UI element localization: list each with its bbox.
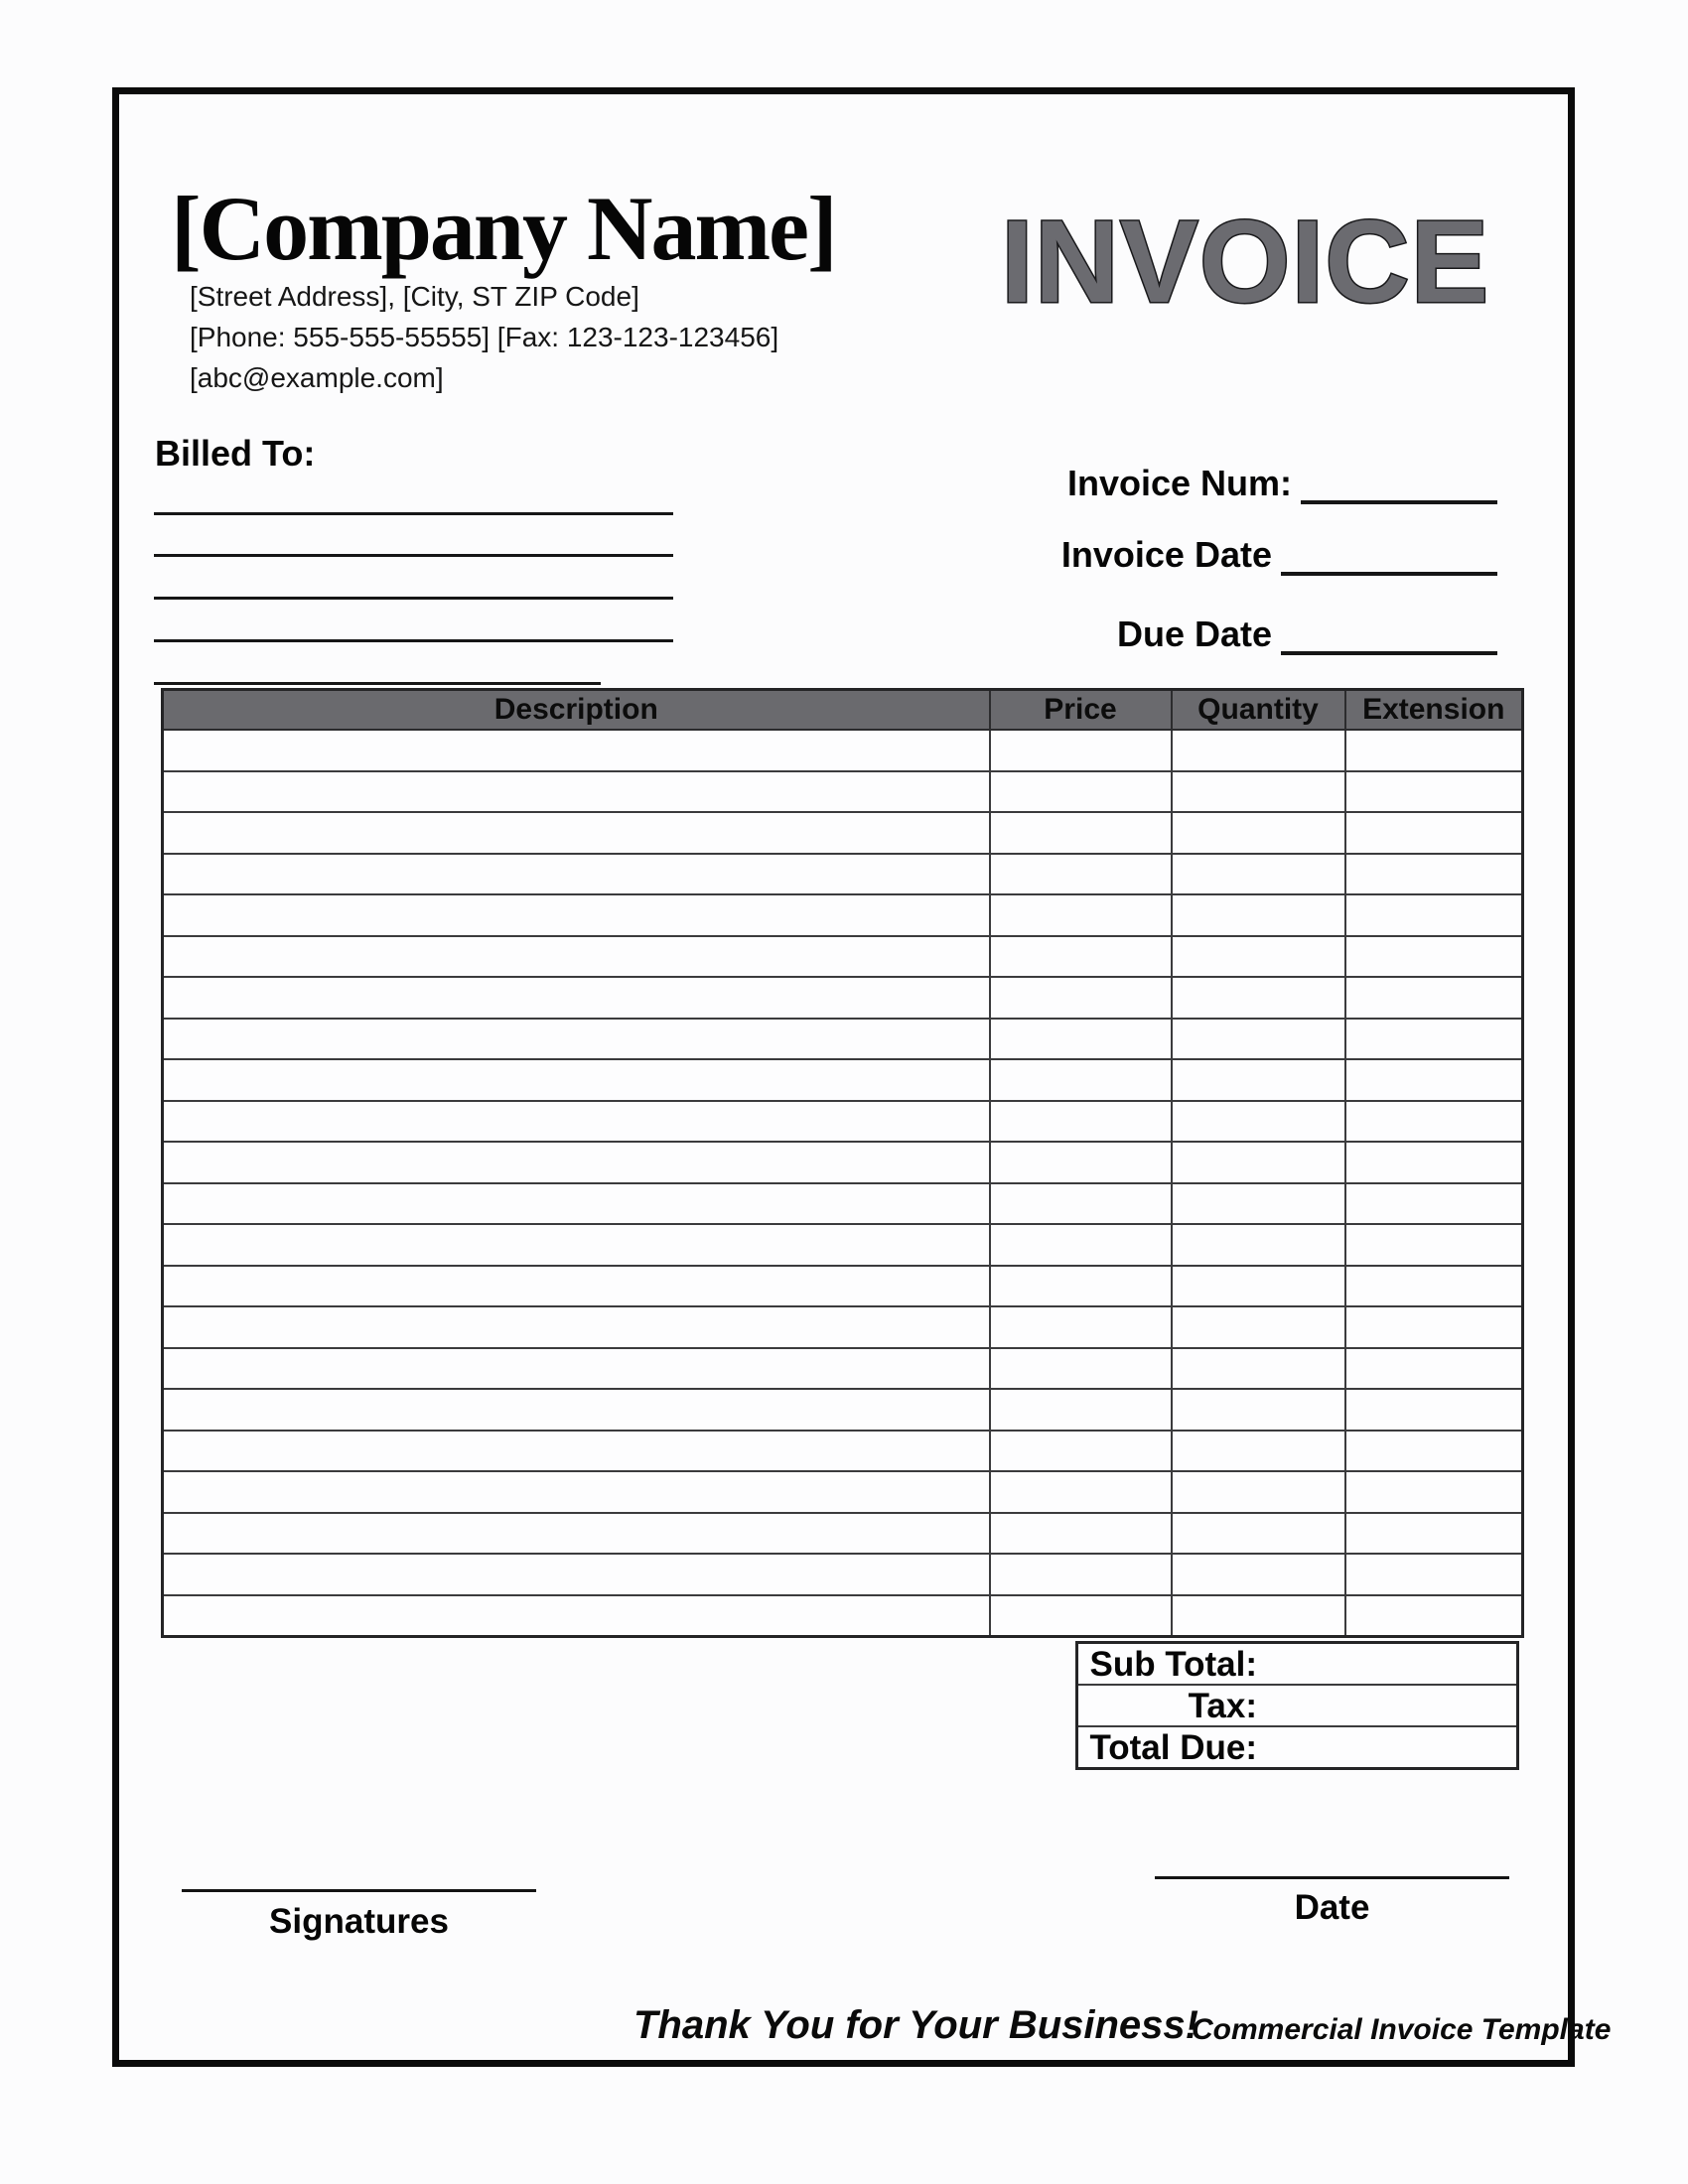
cell-extension-row7[interactable] [1345,977,1523,1019]
meta-field-label-2: Invoice Date [1060,533,1272,575]
cell-quantity-row21[interactable] [1172,1554,1345,1595]
date-label: Date [1294,1888,1370,1927]
cell-price-row22[interactable] [990,1595,1172,1637]
cell-price-row1[interactable] [990,730,1172,771]
meta-field-row-2 [1061,530,1497,576]
cell-quantity-row13[interactable] [1172,1224,1345,1266]
cell-price-row8[interactable] [990,1019,1172,1060]
cell-price-row2[interactable] [990,771,1172,813]
cell-description-row8[interactable] [163,1019,990,1060]
column-header-description: Description [163,690,990,731]
cell-quantity-row5[interactable] [1172,894,1345,936]
meta-field-label-3: Due Date [1116,613,1272,654]
cell-extension-row8[interactable] [1345,1019,1523,1060]
table-row-18 [163,1431,1523,1472]
column-header-price: Price [990,690,1172,731]
cell-quantity-row1[interactable] [1172,730,1345,771]
table-row-19 [163,1471,1523,1513]
cell-description-row7[interactable] [163,977,990,1019]
cell-price-row4[interactable] [990,854,1172,895]
cell-extension-row14[interactable] [1345,1266,1523,1307]
cell-extension-row10[interactable] [1345,1101,1523,1143]
meta-field-row-3 [1117,610,1497,655]
address-line-3: [abc@example.com] [190,362,444,393]
cell-quantity-row18[interactable] [1172,1431,1345,1472]
cell-extension-row13[interactable] [1345,1224,1523,1266]
totals-label-1: Sub Total: [1089,1644,1257,1684]
table-row-17 [163,1389,1523,1431]
cell-price-row16[interactable] [990,1348,1172,1390]
cell-quantity-row12[interactable] [1172,1183,1345,1225]
meta-field-label-1: Invoice Num: [1066,462,1292,503]
cell-extension-row9[interactable] [1345,1059,1523,1101]
cell-price-row9[interactable] [990,1059,1172,1101]
cell-quantity-row9[interactable] [1172,1059,1345,1101]
cell-quantity-row6[interactable] [1172,936,1345,978]
cell-quantity-row17[interactable] [1172,1389,1345,1431]
cell-quantity-row16[interactable] [1172,1348,1345,1390]
cell-quantity-row11[interactable] [1172,1142,1345,1183]
cell-quantity-row4[interactable] [1172,854,1345,895]
table-row-6 [163,936,1523,978]
cell-price-row19[interactable] [990,1471,1172,1513]
cell-extension-row12[interactable] [1345,1183,1523,1225]
column-header-quantity: Quantity [1172,690,1345,731]
cell-description-row20[interactable] [163,1513,990,1555]
signatures-line[interactable] [182,1889,536,1892]
cell-extension-row20[interactable] [1345,1513,1523,1555]
invoice-title: INVOICE [1001,197,1490,328]
cell-quantity-row7[interactable] [1172,977,1345,1019]
meta-field-row-1 [1067,459,1497,504]
cell-description-row14[interactable] [163,1266,990,1307]
table-row-14 [163,1266,1523,1307]
cell-extension-row15[interactable] [1345,1306,1523,1348]
cell-price-row11[interactable] [990,1142,1172,1183]
cell-quantity-row3[interactable] [1172,812,1345,854]
cell-description-row1[interactable] [163,730,990,771]
cell-quantity-row22[interactable] [1172,1595,1345,1637]
cell-extension-row2[interactable] [1345,771,1523,813]
cell-description-row16[interactable] [163,1348,990,1390]
signatures-label: Signatures [269,1902,449,1941]
cell-description-row15[interactable] [163,1306,990,1348]
table-row-2 [163,771,1523,813]
company-address [190,276,778,398]
cell-price-row13[interactable] [990,1224,1172,1266]
meta-field-blank-3[interactable] [1281,610,1497,655]
cell-description-row2[interactable] [163,771,990,813]
table-header-row [163,690,1523,731]
cell-description-row12[interactable] [163,1183,990,1225]
cell-description-row6[interactable] [163,936,990,978]
cell-price-row14[interactable] [990,1266,1172,1307]
totals-value-2[interactable] [1257,1686,1516,1725]
cell-price-row18[interactable] [990,1431,1172,1472]
cell-description-row19[interactable] [163,1471,990,1513]
cell-extension-row18[interactable] [1345,1431,1523,1472]
cell-extension-row5[interactable] [1345,894,1523,936]
meta-field-blank-2[interactable] [1281,530,1497,576]
cell-price-row5[interactable] [990,894,1172,936]
billed-to-blank-line-1[interactable] [154,512,673,515]
cell-price-row21[interactable] [990,1554,1172,1595]
table-row-10 [163,1101,1523,1143]
billed-to-label: Billed To: [155,433,316,474]
table-row-3 [163,812,1523,854]
table-row-21 [163,1554,1523,1595]
totals-label-3: Total Due: [1089,1727,1257,1767]
cell-description-row10[interactable] [163,1101,990,1143]
cell-description-row5[interactable] [163,894,990,936]
cell-quantity-row2[interactable] [1172,771,1345,813]
cell-description-row18[interactable] [163,1431,990,1472]
cell-description-row4[interactable] [163,854,990,895]
cell-description-row22[interactable] [163,1595,990,1637]
table-row-12 [163,1183,1523,1225]
totals-box [1075,1641,1519,1770]
billed-to-blank-line-2[interactable] [154,554,673,557]
billed-to-blank-line-5[interactable] [154,682,601,685]
cell-extension-row11[interactable] [1345,1142,1523,1183]
table-row-11 [163,1142,1523,1183]
cell-price-row10[interactable] [990,1101,1172,1143]
billed-to-blank-line-3[interactable] [154,597,673,600]
column-header-extension: Extension [1345,690,1523,731]
line-items-table [161,688,1524,1638]
cell-extension-row6[interactable] [1345,936,1523,978]
table-row-7 [163,977,1523,1019]
table-row-8 [163,1019,1523,1060]
cell-extension-row16[interactable] [1345,1348,1523,1390]
cell-quantity-row20[interactable] [1172,1513,1345,1555]
totals-value-1[interactable] [1257,1644,1516,1684]
cell-price-row7[interactable] [990,977,1172,1019]
cell-price-row17[interactable] [990,1389,1172,1431]
cell-description-row17[interactable] [163,1389,990,1431]
date-line[interactable] [1155,1876,1509,1879]
totals-label-2: Tax: [1188,1686,1257,1725]
totals-row-3 [1078,1727,1516,1767]
cell-extension-row22[interactable] [1345,1595,1523,1637]
totals-value-3[interactable] [1257,1727,1516,1767]
cell-description-row3[interactable] [163,812,990,854]
cell-quantity-row8[interactable] [1172,1019,1345,1060]
table-row-9 [163,1059,1523,1101]
cell-extension-row21[interactable] [1345,1554,1523,1595]
table-row-1 [163,730,1523,771]
totals-row-1 [1078,1644,1516,1686]
cell-price-row12[interactable] [990,1183,1172,1225]
table-row-16 [163,1348,1523,1390]
company-name: [Company Name] [171,178,836,279]
cell-quantity-row19[interactable] [1172,1471,1345,1513]
cell-extension-row17[interactable] [1345,1389,1523,1431]
table-row-4 [163,854,1523,895]
cell-quantity-row15[interactable] [1172,1306,1345,1348]
footer-thanks-message: Thank You for Your Business! [633,2003,1198,2047]
cell-description-row9[interactable] [163,1059,990,1101]
table-row-5 [163,894,1523,936]
footer-template-name: Commercial Invoice Template [1192,2013,1612,2046]
billed-to-blank-line-4[interactable] [154,639,673,642]
cell-extension-row1[interactable] [1345,730,1523,771]
address-line-2: [Phone: 555-555-55555] [Fax: 123-123-123456] [190,322,779,352]
cell-extension-row4[interactable] [1345,854,1523,895]
cell-quantity-row14[interactable] [1172,1266,1345,1307]
table-row-22 [163,1595,1523,1637]
meta-field-blank-1[interactable] [1301,459,1497,504]
cell-extension-row3[interactable] [1345,812,1523,854]
cell-price-row3[interactable] [990,812,1172,854]
cell-extension-row19[interactable] [1345,1471,1523,1513]
table-row-20 [163,1513,1523,1555]
cell-description-row21[interactable] [163,1554,990,1595]
cell-description-row11[interactable] [163,1142,990,1183]
table-row-15 [163,1306,1523,1348]
cell-price-row6[interactable] [990,936,1172,978]
address-line-1: [Street Address], [City, ST ZIP Code] [190,281,639,312]
cell-price-row20[interactable] [990,1513,1172,1555]
table-row-13 [163,1224,1523,1266]
totals-row-2 [1078,1686,1516,1727]
cell-quantity-row10[interactable] [1172,1101,1345,1143]
cell-description-row13[interactable] [163,1224,990,1266]
cell-price-row15[interactable] [990,1306,1172,1348]
